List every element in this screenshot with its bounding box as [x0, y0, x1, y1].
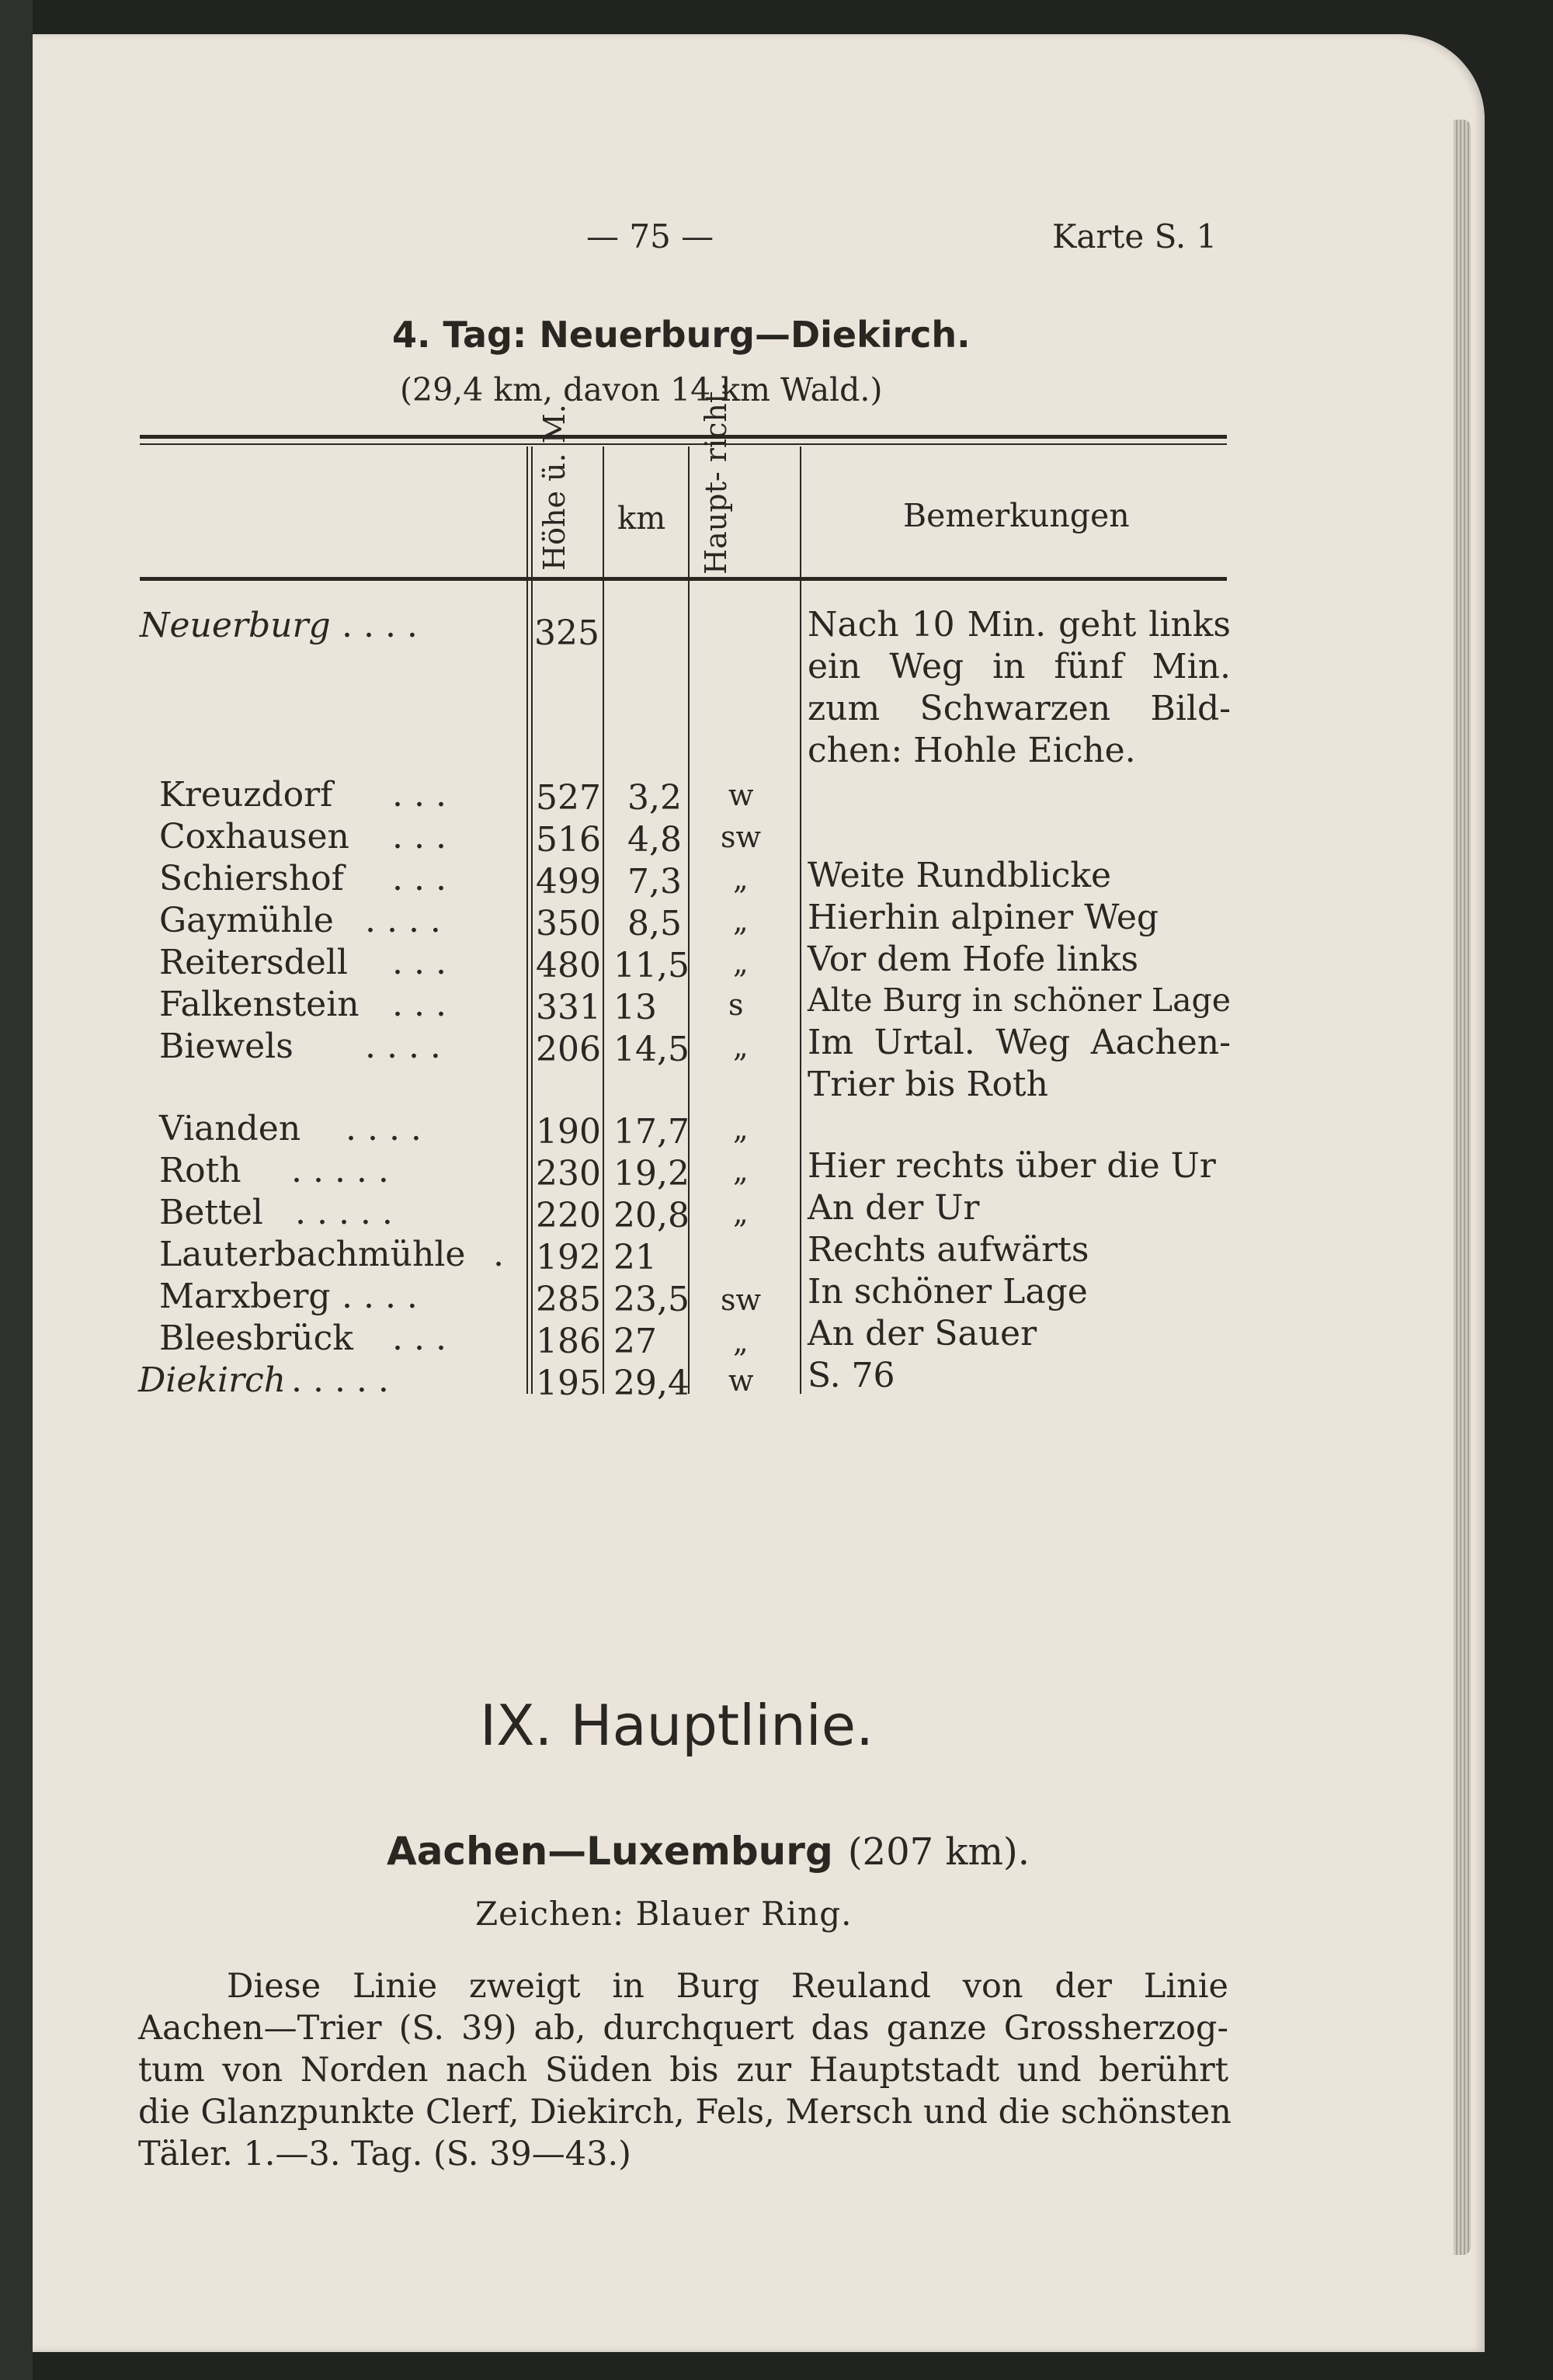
row-place: Reitersdell: [159, 943, 348, 982]
book-spine: [0, 0, 33, 2380]
row-direction: w: [728, 778, 754, 812]
row-place: Roth: [159, 1151, 241, 1190]
row-height: 527: [536, 778, 601, 818]
paragraph-line-5: Täler. 1.—3. Tag. (S. 39—43.): [138, 2135, 631, 2173]
row-place: Bettel: [159, 1193, 263, 1232]
row-height: 331: [536, 988, 601, 1027]
row-place: Falkenstein: [159, 985, 360, 1024]
table-top-rule: [140, 435, 1227, 439]
row-height: 285: [536, 1280, 601, 1319]
col-divider-1: [526, 446, 528, 1394]
row-remark: Hier rechts über die Ur: [808, 1146, 1216, 1186]
col-header-height: Höhe ü. M.: [537, 404, 572, 571]
row-dots: . . .: [392, 859, 446, 898]
paragraph-line-4: die Glanzpunkte Clerf, Diekirch, Fels, Mersch und die schönsten: [138, 2093, 1232, 2132]
col-divider-4: [800, 446, 801, 1394]
row-height: 350: [536, 904, 601, 943]
row-height: 499: [536, 862, 601, 902]
row-direction: „: [733, 946, 749, 980]
row-dots: . . .: [392, 817, 446, 856]
row-km: 11,5: [613, 946, 690, 985]
row-direction: w: [728, 1364, 754, 1398]
route-name: Aachen—Luxemburg: [387, 1829, 833, 1874]
page-number: — 75 —: [586, 217, 714, 255]
row-remark: Vor dem Hofe links: [808, 940, 1139, 979]
row-km: 17,7: [613, 1112, 690, 1152]
row-km: 4,8: [627, 820, 682, 860]
col-divider-3: [688, 446, 690, 1394]
row-height: 325: [534, 613, 599, 653]
row-place: Lauterbachmühle: [159, 1235, 466, 1274]
col-header-km: km: [617, 501, 666, 537]
page-edge: [1454, 120, 1471, 2255]
row-dots: . . . .: [365, 1027, 441, 1066]
row-dots: . . .: [392, 1319, 446, 1358]
row-remark: In schöner Lage: [808, 1272, 1088, 1312]
row-dots: . . . . .: [291, 1360, 389, 1400]
row-km: 14,5: [613, 1030, 690, 1069]
row-height: 192: [536, 1238, 601, 1277]
row-place: Kreuzdorf: [159, 775, 333, 815]
row-dots: . . . . .: [295, 1193, 393, 1232]
row-km: 7,3: [627, 862, 682, 902]
table-header-rule: [140, 577, 1227, 581]
row-dots: . . . .: [342, 1277, 418, 1316]
row-dots: . . .: [392, 943, 446, 982]
row-dots: . . . .: [346, 1109, 422, 1148]
table-top-rule-thin: [140, 443, 1227, 445]
row-direction: „: [733, 1154, 749, 1188]
row-km: 27: [613, 1322, 657, 1361]
row-km: 13: [613, 988, 657, 1027]
row-remark: Im Urtal. Weg Aachen- Trier bis Roth: [808, 1023, 1231, 1104]
row-direction: s: [728, 988, 744, 1022]
section-heading: IX. Hauptlinie.: [480, 1693, 874, 1758]
row-km: 21: [613, 1238, 657, 1277]
row-direction: „: [733, 1196, 749, 1230]
row-height: 195: [536, 1364, 601, 1403]
row-km: 8,5: [627, 904, 682, 943]
row-height: 206: [536, 1030, 601, 1069]
row-remark: An der Sauer: [808, 1314, 1037, 1353]
route-distance: (207 km).: [847, 1830, 1030, 1874]
route-line: [387, 1829, 1030, 1874]
row-height: 190: [536, 1112, 601, 1152]
row-dots: .: [493, 1235, 504, 1274]
row-km: 19,2: [613, 1154, 690, 1193]
row-height: 480: [536, 946, 601, 985]
route-sign: Zeichen: Blauer Ring.: [475, 1895, 853, 1933]
map-reference: Karte S. 1: [1052, 217, 1218, 255]
row-direction: „: [733, 1030, 749, 1064]
row-direction: sw: [721, 820, 762, 854]
row-place: Vianden: [159, 1109, 301, 1148]
row-dots: . . . .: [342, 606, 418, 645]
paragraph-line-2: Aachen—Trier (S. 39) ab, durchquert das ganze Grossherzog-: [138, 2009, 1228, 2048]
row-place: Coxhausen: [159, 817, 349, 856]
row-km: 20,8: [613, 1196, 690, 1235]
row-remark: An der Ur: [808, 1188, 980, 1228]
row-km: 23,5: [613, 1280, 690, 1319]
row-place: Bleesbrück: [159, 1319, 353, 1358]
row-height: 516: [536, 820, 601, 860]
row-place: Biewels: [159, 1027, 294, 1066]
row-place: Gaymühle: [159, 901, 334, 940]
row-place: Marxberg: [159, 1277, 331, 1316]
row-place: Schiershof: [159, 859, 344, 898]
row-remark: Weite Rundblicke: [808, 856, 1112, 895]
col-header-remarks: Bemerkungen: [903, 497, 1130, 534]
row-direction: sw: [721, 1283, 762, 1317]
row-remark: Rechts aufwärts: [808, 1230, 1089, 1270]
row-place: Diekirch: [138, 1360, 287, 1400]
day-subtitle: (29,4 km, davon 14 km Wald.): [400, 371, 883, 408]
day-title: 4. Tag: Neuerburg—Diekirch.: [392, 314, 971, 356]
row-dots: . . .: [392, 775, 446, 815]
row-remark: Hierhin alpiner Weg: [808, 898, 1159, 937]
row-direction: „: [733, 862, 749, 896]
row-direction: „: [733, 1325, 749, 1359]
row-km: 29,4: [613, 1364, 690, 1403]
col-divider-2: [603, 446, 604, 1394]
row-remark: S. 76: [808, 1356, 895, 1395]
row-km: 3,2: [627, 778, 682, 818]
row-dots: . . . . .: [291, 1151, 389, 1190]
paragraph-line-1: Diese Linie zweigt in Burg Reuland von der Linie: [227, 1967, 1228, 2006]
row-dots: . . .: [392, 985, 446, 1024]
row-direction: „: [733, 1112, 749, 1146]
row-remark: Nach 10 Min. geht links ein Weg in fünf Min. zum Schwarzen Bild- chen: Hohle Eiche.: [808, 605, 1231, 770]
row-height: 220: [536, 1196, 601, 1235]
row-place: Neuerburg: [140, 606, 331, 645]
col-header-direction: Haupt- richt.: [699, 381, 733, 575]
row-height: 230: [536, 1154, 601, 1193]
row-dots: . . . .: [365, 901, 441, 940]
row-direction: „: [733, 904, 749, 938]
row-height: 186: [536, 1322, 601, 1361]
paragraph-line-3: tum von Norden nach Süden bis zur Hauptstadt und berührt: [138, 2051, 1228, 2090]
col-divider-1b: [531, 446, 533, 1394]
row-remark: Alte Burg in schöner Lage: [808, 982, 1232, 1019]
